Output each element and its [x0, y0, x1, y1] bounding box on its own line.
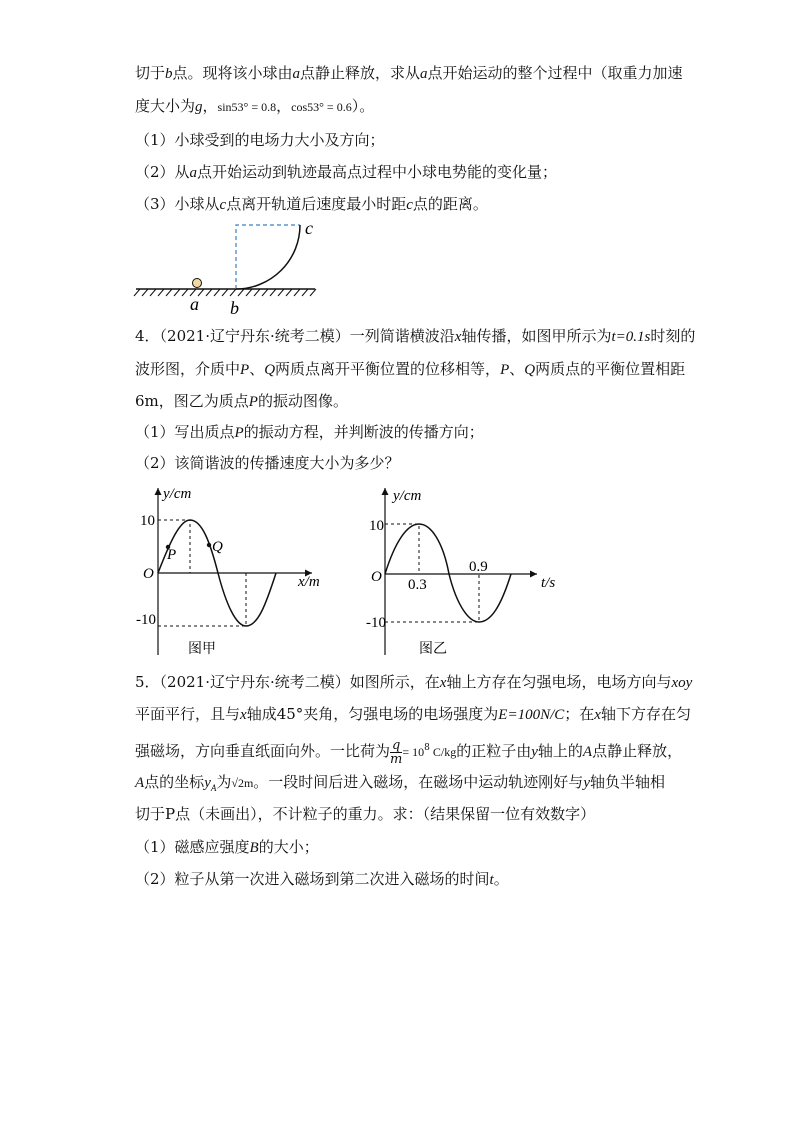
tick-10: 10 — [140, 513, 155, 529]
q3-sub2: （2）从a点开始运动到轨迹最高点过程中小球电势能的变化量； — [135, 163, 558, 181]
label-P: P — [167, 547, 177, 563]
q4-line1: 4．（2021·辽宁丹东·统考二模）一列简谐横波沿x轴传播，如图甲所示为t=0.1s时刻的 — [135, 327, 696, 345]
q5-line4: A点的坐标$y_A$为√2m。一段时间后进入磁场，在磁场中运动轨迹刚好与y轴负半轴相 — [135, 773, 665, 793]
tick-0.3: 0.3 — [408, 577, 427, 593]
q3-sub1: （1）小球受到的电场力大小及方向； — [135, 131, 385, 149]
caption-jia: 图甲 — [188, 642, 216, 657]
tick-neg10: -10 — [366, 615, 386, 631]
quarter-circle-track — [236, 225, 300, 289]
label-Q: Q — [212, 539, 223, 555]
q5-sub1: （1）磁感应强度B的大小； — [135, 838, 319, 856]
charge-mass-fraction: $\frac{q}{m}$ — [390, 737, 403, 767]
x-label: x/m — [298, 574, 320, 590]
point-Q — [207, 543, 211, 547]
ground-hatching — [134, 289, 316, 296]
q5-line1: 5．（2021·辽宁丹东·统考二模）如图所示，在x轴上方存在匀强电场，电场方向与xoy — [135, 673, 693, 691]
q4-sub1: （1）写出质点P的振动方程，并判断波的传播方向； — [135, 423, 484, 441]
q5-line3: 强磁场，方向垂直纸面向外。一比荷为 $\frac{q}{m}$ = $10^8$ C/kg的正粒子由y轴上的A点静止释放， — [135, 737, 683, 767]
q3-sub3: （3）小球从c点离开轨道后速度最小时距c点的距离。 — [135, 195, 488, 213]
tick-neg10: -10 — [136, 612, 156, 628]
q4-line3: 6m，图乙为质点P的振动图像。 — [135, 392, 348, 410]
dashed-square — [236, 225, 300, 289]
y-label: y/cm — [393, 488, 422, 504]
q4-line2: 波形图，介质中P、Q两质点离开平衡位置的位移相等，P、Q两质点的平衡位置相距 — [135, 360, 686, 378]
q4-figure-yi — [365, 480, 585, 660]
y-label: y/cm — [163, 486, 192, 502]
q3-line2: 度大小为g，sin53° = 0.8，cos53° = 0.6）。 — [135, 97, 375, 115]
tick-10: 10 — [369, 518, 384, 534]
label-c: c — [305, 218, 313, 238]
vibration-curve — [385, 524, 511, 622]
q5-line2: 平面平行，且与x轴成45°夹角，匀强电场的电场强度为E=100N/C；在x轴下方存在匀 — [135, 705, 691, 723]
caption-yi: 图乙 — [419, 642, 447, 657]
q4-figure-jia — [130, 480, 350, 660]
t-label: t/s — [541, 575, 556, 591]
origin: O — [371, 569, 382, 585]
q5-sub2: （2）粒子从第一次进入磁场到第二次进入磁场的时间t。 — [135, 870, 509, 888]
label-a: a — [190, 294, 199, 314]
tick-0.9: 0.9 — [469, 559, 488, 575]
q4-sub2: （2）该简谐波的传播速度大小为多少？ — [135, 454, 400, 472]
origin: O — [143, 566, 154, 582]
q3-track-figure — [130, 218, 330, 318]
q5-line5: 切于P点（未画出），不计粒子的重力。求：（结果保留一位有效数字） — [135, 805, 596, 823]
label-b: b — [230, 298, 239, 318]
ball — [193, 279, 202, 288]
q3-line1: 切于b点。现将该小球由a点静止释放，求从a点开始运动的整个过程中（取重力加速 — [135, 64, 683, 82]
